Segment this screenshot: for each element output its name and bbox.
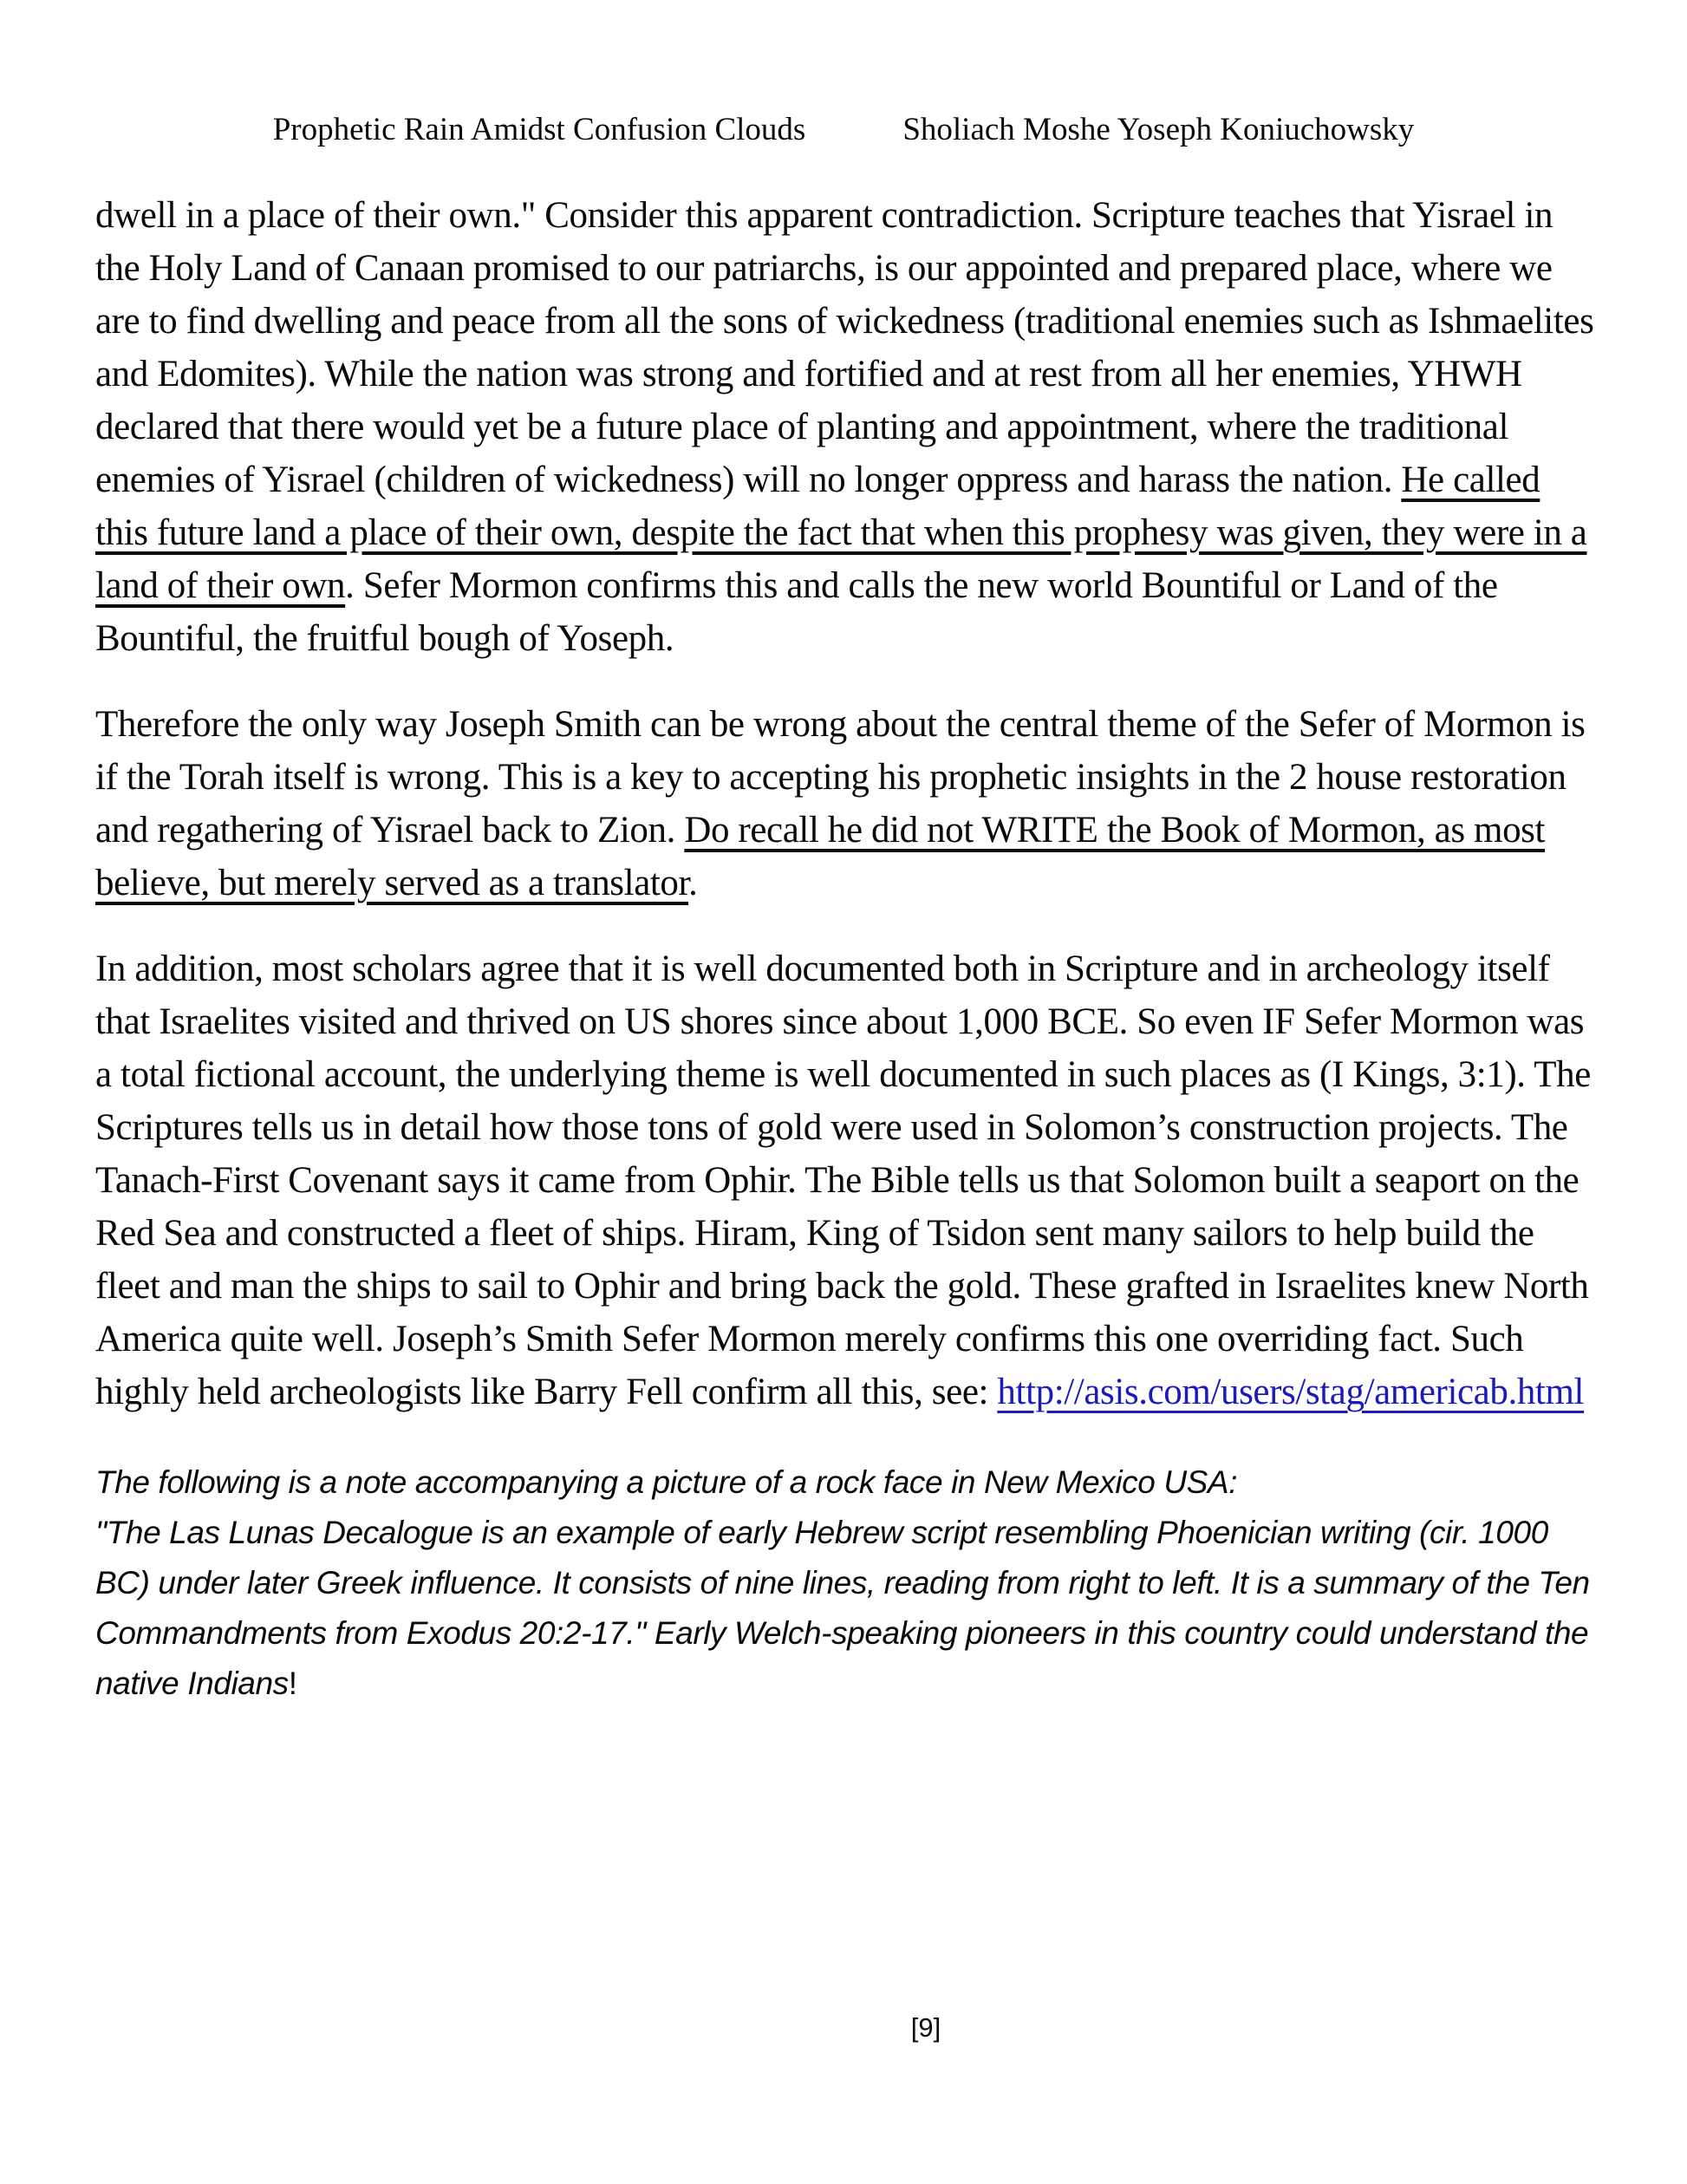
note-intro-line: The following is a note accompanying a picture of a rock face in New Mexico USA: — [95, 1464, 1238, 1500]
paragraph-joseph-smith-text-end: . — [688, 863, 698, 903]
paragraph-contradiction-text-end: . Sefer Mormon confirms this and calls the new world Bountiful or Land of the Bountiful, the fruitful bough of Yoseph. — [95, 565, 1498, 659]
paragraph-archeology-text: In addition, most scholars agree that it is well documented both in Scripture and in archeology itself that Israelites visited and thrived on US shores since about 1,000 BCE. So even IF Sefer Mormon was a total fictional account, the underlying theme is well documented in such places as (I Kings, 3:1). The Scriptures tells us in detail how those tons of gold were used in Solomon’s construction projects. The Tanach-First Covenant says it came from Ophir. The Bible tells us that Solomon built a seaport on the Red Sea and constructed a fleet of ships. Hiram, King of Tsidon sent many sailors to help build the fleet and man the ships to sail to Ophir and bring back the gold. These grafted in Israelites knew North America quite well. Joseph’s Smith Sefer Mormon merely confirms this one overriding fact. Such highly held archeologists like Barry Fell confirm all this, see: — [95, 949, 1591, 1412]
header-author: Sholiach Moshe Yoseph Koniuchowsky — [902, 112, 1415, 147]
paragraph-archeology — [95, 942, 1595, 1418]
paragraph-contradiction-text: dwell in a place of their own." Consider this apparent contradiction. Scripture teaches that Yisrael in the Holy Land of Canaan promised to our patriarchs, is our appointed and prepared place, where we are to find dwelling and peace from all the sons of wickedness (traditional enemies such as Ishmaelites and Edomites). While the nation was strong and fortified and at rest from all her enemies, YHWH declared that there would yet be a future place of planting and appointment, where the traditional enemies of Yisrael (children of wickedness) will no longer oppress and harass the nation. — [95, 195, 1594, 500]
page-footer — [0, 2011, 1687, 2044]
paragraph-joseph-smith — [95, 698, 1595, 909]
paragraph-joseph-smith-underlined-text: Do recall he did not WRITE the Book of Mormon, as most believe, but merely served as a translator — [95, 810, 1546, 903]
paragraph-contradiction-underlined-text: He called this future land a place of their own, despite the fact that when this prophesy was given, they were in a land of their own — [95, 460, 1587, 606]
paragraph-contradiction — [95, 189, 1595, 665]
note-section — [95, 1457, 1595, 1709]
page-header — [0, 0, 1687, 151]
americab-hyperlink[interactable]: http://asis.com/users/stag/americab.html — [997, 1372, 1585, 1412]
note-body — [95, 1508, 1595, 1709]
note-body-text: "The Las Lunas Decalogue is an example of early Hebrew script resembling Phoenician writing (cir. 1000 BC) under later Greek influence. It consists of nine lines, reading from right to left. It is a summary of the Ten Commandments from Exodus 20:2-17." Early Welch-speaking pioneers in this country could understand the native Indians — [95, 1515, 1590, 1701]
page-number: [9] — [910, 2012, 941, 2043]
paragraph-joseph-smith-text: Therefore the only way Joseph Smith can be wrong about the central theme of the Sefer of Mormon is if the Torah itself is wrong. This is a key to accepting his prophetic insights in the 2 house restoration and regathering of Yisrael back to Zion. — [95, 704, 1586, 851]
header-title: Prophetic Rain Amidst Confusion Clouds — [272, 112, 806, 147]
text-column — [95, 189, 1595, 1709]
note-exclamation: ! — [288, 1666, 297, 1701]
